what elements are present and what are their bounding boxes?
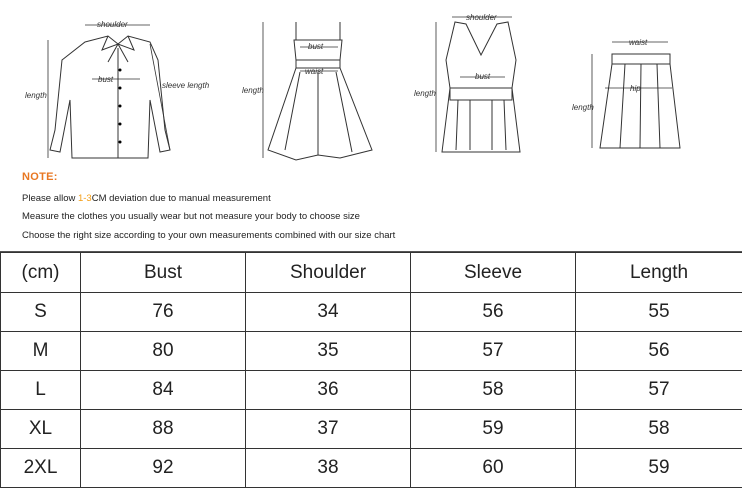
- top-length-label: length: [414, 89, 436, 98]
- size-chart-table: [0, 252, 742, 488]
- size-cell: XL: [1, 410, 81, 449]
- table-row: [1, 332, 742, 371]
- shoulder-cell: 38: [246, 449, 411, 488]
- skirt-waist-label: waist: [629, 38, 648, 47]
- table-row: [1, 410, 742, 449]
- dress-length-label: length: [242, 86, 264, 95]
- garment-illustrations: [0, 0, 742, 170]
- sleeve-cell: 60: [411, 449, 576, 488]
- bust-cell: 80: [81, 332, 246, 371]
- length-cell: 58: [576, 410, 742, 449]
- bust-cell: 84: [81, 371, 246, 410]
- shirt-sleeve-length-label: sleeve length: [162, 81, 210, 90]
- size-cell: L: [1, 371, 81, 410]
- top-shoulder-label: shoulder: [466, 13, 497, 22]
- skirt-hip-label: hip: [630, 84, 641, 93]
- sleeve-cell: 57: [411, 332, 576, 371]
- table-row: [1, 371, 742, 410]
- length-cell: 57: [576, 371, 742, 410]
- bust-cell: 92: [81, 449, 246, 488]
- size-cell: M: [1, 332, 81, 371]
- header-length: Length: [576, 253, 742, 293]
- table-header-row: [1, 253, 742, 293]
- header-unit: (cm): [1, 253, 81, 293]
- size-cell: S: [1, 293, 81, 332]
- note-title: NOTE:: [22, 171, 58, 183]
- skirt-illustration: [600, 54, 680, 148]
- shoulder-cell: 37: [246, 410, 411, 449]
- note-line-measure: Measure the clothes you usually wear but not measure your body to choose size: [22, 211, 360, 222]
- sleeve-cell: 56: [411, 293, 576, 332]
- length-cell: 56: [576, 332, 742, 371]
- sleeve-cell: 58: [411, 371, 576, 410]
- length-cell: 59: [576, 449, 742, 488]
- header-bust: Bust: [81, 253, 246, 293]
- shirt-bust-label: bust: [98, 75, 114, 84]
- shoulder-cell: 36: [246, 371, 411, 410]
- table-row: [1, 449, 742, 488]
- table-row: [1, 293, 742, 332]
- shoulder-cell: 35: [246, 332, 411, 371]
- shoulder-cell: 34: [246, 293, 411, 332]
- header-shoulder: Shoulder: [246, 253, 411, 293]
- dress-bust-label: bust: [308, 42, 324, 51]
- note-line-deviation: [22, 193, 271, 204]
- skirt-length-label: length: [572, 103, 594, 112]
- note-line-choose: Choose the right size according to your own measurements combined with our size chart: [22, 230, 396, 241]
- note-line-deviation-prefix: Please allow: [22, 193, 78, 204]
- top-bust-label: bust: [475, 72, 491, 81]
- dress-waist-label: waist: [305, 67, 324, 76]
- shirt-shoulder-label: shoulder: [97, 20, 128, 29]
- note-line-deviation-suffix: CM deviation due to manual measurement: [91, 193, 271, 204]
- bust-cell: 88: [81, 410, 246, 449]
- bust-cell: 76: [81, 293, 246, 332]
- length-cell: 55: [576, 293, 742, 332]
- deviation-range: 1-3: [77, 193, 92, 204]
- top-illustration: [442, 22, 520, 152]
- shirt-length-label: length: [25, 91, 47, 100]
- sleeve-cell: 59: [411, 410, 576, 449]
- size-cell: 2XL: [1, 449, 81, 488]
- header-sleeve: Sleeve: [411, 253, 576, 293]
